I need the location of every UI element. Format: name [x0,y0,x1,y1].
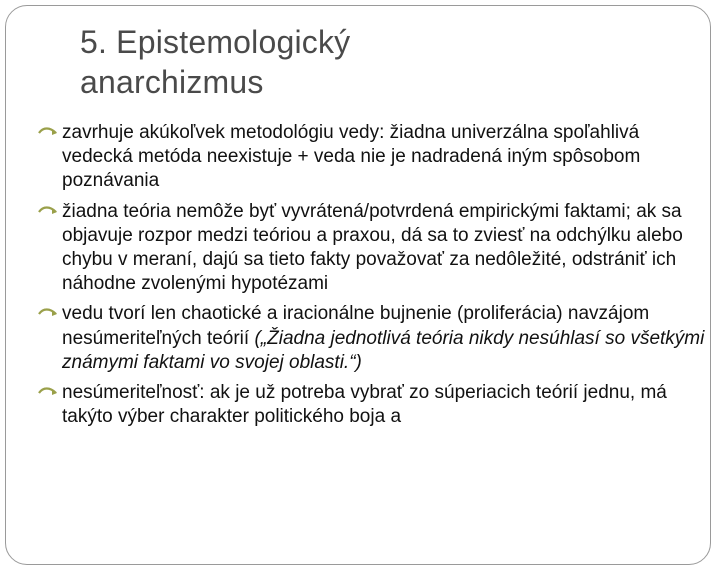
bullet-text: nesúmeriteľnosť: ak je už potreba vybrať zo súperiacich teórií jednu, má takýto výber charakter politického boja a [62,382,667,428]
bullet-arrow-icon [38,386,58,400]
bullet-item [38,121,708,194]
bullet-item [38,302,708,375]
bullet-text: žiadna teória nemôže byť vyvrátená/potvrdená empirickými faktami; ak sa objavuje rozpor medzi teóriou a praxou, dá sa to zviesť na odchýlku alebo chybu v meraní, dajú sa tieto fakty považovať za nedôležité, odstrániť ich náhodne zvolenými hypotézami [62,200,683,295]
bullet-text-plain: vedu tvorí len chaotické a iracionálne bujnenie (proliferácia) navzájom nesúmeriteľných teórií [62,303,650,349]
bullet-arrow-icon [38,307,58,321]
bullet-item [38,381,708,429]
slide-title [80,22,640,102]
bullet-text: zavrhuje akúkoľvek metodológiu vedy: žiadna univerzálna spoľahlivá vedecká metóda neexistuje + veda nie je nadradená iným spôsobom poznávania [62,122,641,192]
title-line-1: 5. Epistemologický [80,24,351,60]
bullet-arrow-icon [38,126,58,140]
title-line-2: anarchizmus [80,64,264,100]
bullet-arrow-icon [38,205,58,219]
bullet-item [38,200,708,297]
bullet-text [62,302,708,375]
bullet-list [38,121,708,435]
bullet-quote: („Žiadna jednotlivá teória nikdy nesúhlasí so všetkými známymi faktami vo svojej oblasti.“) [62,327,705,373]
